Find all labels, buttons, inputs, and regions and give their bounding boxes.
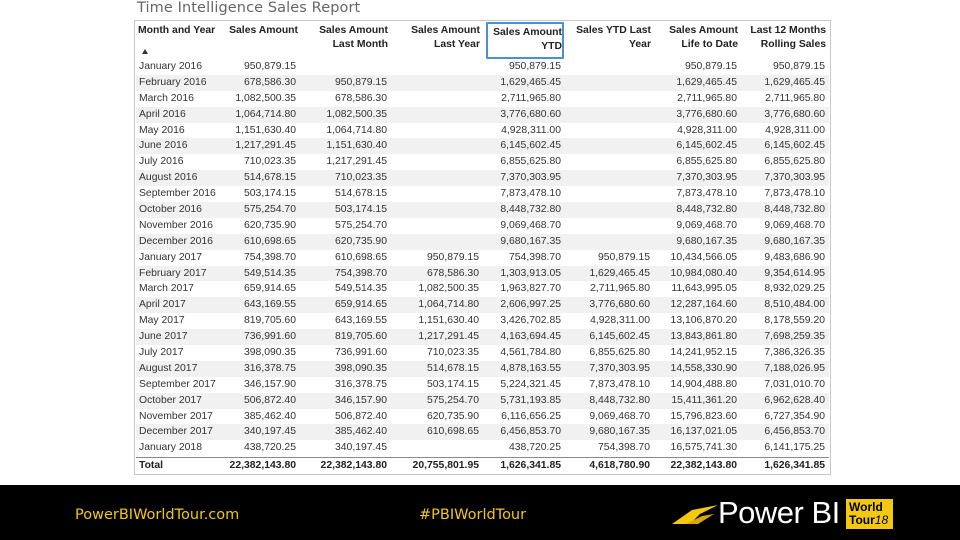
column-header-label: Sales YTD Last Year [576, 25, 651, 50]
value-cell: 11,643,995.05 [671, 283, 737, 295]
value-cell: 15,411,361.20 [671, 394, 737, 406]
value-cell: 7,873,478.10 [500, 188, 561, 200]
value-cell: 950,879.15 [597, 251, 650, 263]
value-cell: 7,370,303.95 [764, 172, 825, 184]
value-cell: 5,224,321.45 [500, 378, 561, 390]
column-header-label: Last 12 Months Rolling Sales [750, 25, 826, 50]
value-cell: 15,796,823.60 [670, 410, 737, 422]
value-cell: 346,157.90 [334, 394, 387, 406]
table-row[interactable] [136, 281, 829, 297]
value-cell: 9,680,167.35 [676, 235, 737, 247]
value-cell: 950,879.15 [684, 61, 737, 72]
row-label-cell: August 2017 [139, 362, 198, 374]
total-cell: 22,382,143.80 [320, 460, 387, 471]
table-row[interactable] [136, 393, 829, 409]
table-row[interactable] [136, 138, 829, 154]
table-row[interactable] [136, 234, 829, 250]
value-cell: 6,145,602.45 [589, 331, 650, 343]
value-cell: 754,398.70 [508, 251, 561, 263]
value-cell: 754,398.70 [597, 442, 650, 454]
value-cell: 4,928,311.00 [765, 124, 825, 136]
value-cell: 950,879.15 [426, 251, 479, 263]
value-cell: 1,217,291.45 [235, 140, 296, 152]
value-cell: 575,254.70 [426, 394, 479, 406]
value-cell: 1,629,465.45 [764, 76, 825, 88]
value-cell: 4,878,163.55 [500, 362, 561, 374]
row-label-cell: February 2017 [139, 267, 207, 279]
value-cell: 1,217,291.45 [326, 156, 387, 168]
value-cell: 1,151,630.40 [418, 315, 479, 327]
sort-ascending-icon[interactable] [142, 49, 148, 54]
value-cell: 2,711,965.80 [501, 92, 561, 104]
value-cell: 7,370,303.95 [500, 172, 561, 184]
row-label-cell: January 2017 [139, 251, 202, 263]
value-cell: 9,680,167.35 [500, 235, 561, 247]
value-cell: 7,370,303.95 [589, 362, 650, 374]
value-cell: 9,069,468.70 [500, 219, 561, 231]
value-cell: 14,558,330.90 [670, 362, 737, 374]
power-bi-wing-icon [672, 505, 718, 525]
value-cell: 506,872.40 [243, 394, 296, 406]
value-cell: 4,928,311.00 [501, 124, 561, 136]
value-cell: 438,720.25 [508, 442, 561, 454]
value-cell: 659,914.65 [243, 283, 296, 295]
column-header-label: Sales Amount Last Year [411, 25, 480, 50]
value-cell: 549,514.35 [334, 283, 387, 295]
total-cell: Total [139, 460, 164, 471]
value-cell: 1,082,500.35 [418, 283, 479, 295]
value-cell: 9,069,468.70 [764, 219, 825, 231]
badge-tour-text: Tour [849, 512, 875, 527]
value-cell: 398,090.35 [334, 362, 387, 374]
value-cell: 9,483,686.90 [764, 251, 825, 263]
value-cell: 7,386,326.35 [764, 347, 825, 359]
row-label-cell: December 2016 [139, 235, 213, 247]
table-row[interactable] [136, 218, 829, 234]
row-label-cell: June 2017 [139, 331, 188, 343]
value-cell: 3,776,680.60 [589, 299, 650, 311]
value-cell: 13,106,870.20 [670, 315, 737, 327]
table-row[interactable] [136, 409, 829, 425]
row-label-cell: January 2016 [139, 61, 202, 72]
row-label-cell: April 2016 [139, 108, 186, 120]
table-row[interactable] [136, 123, 829, 139]
value-cell: 610,698.65 [426, 426, 479, 438]
value-cell: 6,141,175.25 [764, 442, 825, 454]
value-cell: 7,031,010.70 [764, 378, 825, 390]
value-cell: 14,241,952.15 [670, 347, 737, 359]
value-cell: 9,680,167.35 [589, 426, 650, 438]
badge-line-tour [849, 514, 893, 527]
value-cell: 6,855,625.80 [589, 347, 650, 359]
row-label-cell: November 2016 [139, 219, 213, 231]
value-cell: 6,456,853.70 [500, 426, 561, 438]
row-label-cell: December 2017 [139, 426, 213, 438]
table-row[interactable] [136, 250, 829, 266]
column-header-sales-ytd-last-year[interactable] [571, 22, 651, 59]
value-cell: 3,776,680.60 [500, 108, 561, 120]
value-cell: 7,370,303.95 [676, 172, 737, 184]
column-header-label: Sales Amount Life to Date [669, 25, 738, 50]
value-cell: 575,254.70 [334, 219, 387, 231]
value-cell: 14,904,488.80 [670, 378, 737, 390]
row-label-cell: November 2017 [139, 410, 213, 422]
row-label-cell: March 2016 [139, 92, 194, 104]
value-cell: 316,378.75 [334, 378, 387, 390]
value-cell: 10,984,080.40 [670, 267, 737, 279]
value-cell: 6,456,853.70 [764, 426, 825, 438]
value-cell: 6,145,602.45 [500, 140, 561, 152]
value-cell: 3,776,680.60 [764, 108, 825, 120]
column-header-label: Sales Amount Last Month [319, 25, 388, 50]
value-cell: 736,991.60 [243, 331, 296, 343]
value-cell: 16,137,021.05 [670, 426, 737, 438]
value-cell: 16,575,741.30 [670, 442, 737, 454]
total-cell: 20,755,801.95 [412, 460, 479, 471]
value-cell: 340,197.45 [243, 426, 296, 438]
value-cell: 9,354,614.95 [764, 267, 825, 279]
value-cell: 950,879.15 [508, 61, 561, 72]
value-cell: 316,378.75 [243, 362, 296, 374]
value-cell: 678,586.30 [334, 92, 387, 104]
column-header-sales-amount-last-year[interactable] [404, 22, 480, 59]
value-cell: 8,448,732.80 [764, 204, 825, 216]
row-label-cell: July 2017 [139, 347, 184, 359]
table-row[interactable] [136, 361, 829, 377]
column-header-label: Sales Amount [229, 25, 298, 36]
value-cell: 736,991.60 [334, 347, 387, 359]
row-label-cell: September 2016 [139, 188, 216, 200]
value-cell: 8,448,732.80 [676, 204, 737, 216]
value-cell: 503,174.15 [334, 204, 387, 216]
value-cell: 9,069,468.70 [676, 219, 737, 231]
value-cell: 1,629,465.45 [500, 76, 561, 88]
value-cell: 6,855,625.80 [764, 156, 825, 168]
value-cell: 2,711,965.80 [765, 92, 825, 104]
value-cell: 6,855,625.80 [500, 156, 561, 168]
value-cell: 340,197.45 [334, 442, 387, 454]
value-cell: 7,698,259.35 [764, 331, 825, 343]
value-cell: 6,855,625.80 [676, 156, 737, 168]
row-label-cell: October 2016 [139, 204, 202, 216]
value-cell: 1,151,630.40 [235, 124, 296, 136]
value-cell: 9,069,468.70 [589, 410, 650, 422]
value-cell: 620,735.90 [243, 219, 296, 231]
value-cell: 4,163,694.45 [500, 331, 561, 343]
total-cell: 22,382,143.80 [670, 460, 737, 471]
value-cell: 7,188,026.95 [764, 362, 825, 374]
value-cell: 819,705.60 [334, 331, 387, 343]
value-cell: 575,254.70 [243, 204, 296, 216]
value-cell: 506,872.40 [334, 410, 387, 422]
value-cell: 6,116,656.25 [501, 410, 561, 422]
value-cell: 8,932,029.25 [764, 283, 825, 295]
value-cell: 610,698.65 [334, 251, 387, 263]
table-row[interactable] [136, 329, 829, 345]
value-cell: 1,082,500.35 [326, 108, 387, 120]
value-cell: 754,398.70 [243, 251, 296, 263]
table-row[interactable] [136, 186, 829, 202]
value-cell: 514,678.15 [334, 188, 387, 200]
row-label-cell: April 2017 [139, 299, 186, 311]
power-bi-logo-text: Power BI [718, 495, 840, 530]
world-tour-badge [846, 499, 893, 529]
value-cell: 8,448,732.80 [589, 394, 650, 406]
table-body [136, 59, 829, 456]
website-link[interactable]: PowerBIWorldTour.com [75, 507, 240, 523]
value-cell: 6,962,628.40 [764, 394, 825, 406]
total-cell: 4,618,780.90 [589, 460, 650, 471]
row-label-cell: July 2016 [139, 156, 184, 168]
value-cell: 6,727,354.90 [764, 410, 825, 422]
column-header-sales-amount-ytd[interactable] [486, 22, 564, 59]
table-row[interactable] [136, 266, 829, 282]
table-row[interactable] [136, 424, 829, 440]
column-header-month-and-year[interactable] [138, 22, 228, 59]
total-row [136, 457, 829, 473]
row-label-cell: September 2017 [139, 378, 216, 390]
value-cell: 3,776,680.60 [676, 108, 737, 120]
report-title: Time Intelligence Sales Report [137, 0, 361, 16]
footer-bar [0, 485, 960, 540]
table-row[interactable] [136, 75, 829, 91]
table-row[interactable] [136, 297, 829, 313]
column-header-sales-amount-life-to-date[interactable] [661, 22, 738, 59]
table-row[interactable] [136, 377, 829, 393]
value-cell: 7,873,478.10 [764, 188, 825, 200]
value-cell: 1,064,714.80 [418, 299, 479, 311]
value-cell: 659,914.65 [334, 299, 387, 311]
value-cell: 438,720.25 [243, 442, 296, 454]
badge-year: 18 [874, 512, 889, 527]
column-header-sales-amount-last-month[interactable] [311, 22, 388, 59]
value-cell: 1,064,714.80 [326, 124, 387, 136]
row-label-cell: May 2016 [139, 124, 185, 136]
value-cell: 8,178,559.20 [764, 315, 825, 327]
row-label-cell: February 2016 [139, 76, 207, 88]
row-label-cell: March 2017 [139, 283, 194, 295]
column-header-label: Month and Year [138, 25, 216, 36]
value-cell: 1,963,827.70 [500, 283, 561, 295]
value-cell: 620,735.90 [426, 410, 479, 422]
value-cell: 12,287,164.60 [670, 299, 737, 311]
row-label-cell: January 2018 [139, 442, 202, 454]
table-row[interactable] [136, 202, 829, 218]
column-header-label: Sales Amount YTD [493, 27, 562, 52]
value-cell: 2,711,965.80 [590, 283, 650, 295]
value-cell: 6,145,602.45 [764, 140, 825, 152]
value-cell: 8,448,732.80 [500, 204, 561, 216]
column-header-sales-amount[interactable] [226, 22, 298, 59]
value-cell: 549,514.35 [243, 267, 296, 279]
value-cell: 710,023.35 [243, 156, 296, 168]
hashtag-text: #PBIWorldTour [419, 507, 527, 523]
value-cell: 950,879.15 [334, 76, 387, 88]
row-label-cell: June 2016 [139, 140, 188, 152]
value-cell: 13,843,861.80 [670, 331, 737, 343]
value-cell: 678,586.30 [243, 76, 296, 88]
value-cell: 1,217,291.45 [418, 331, 479, 343]
value-cell: 2,711,965.80 [677, 92, 737, 104]
value-cell: 950,879.15 [243, 61, 296, 72]
value-cell: 710,023.35 [426, 347, 479, 359]
table-row[interactable] [136, 154, 829, 170]
value-cell: 950,879.15 [772, 61, 825, 72]
value-cell: 1,629,465.45 [676, 76, 737, 88]
value-cell: 514,678.15 [243, 172, 296, 184]
value-cell: 3,426,702.85 [500, 315, 561, 327]
table-row[interactable] [136, 91, 829, 107]
value-cell: 385,462.40 [334, 426, 387, 438]
value-cell: 819,705.60 [243, 315, 296, 327]
table-row[interactable] [136, 345, 829, 361]
value-cell: 1,629,465.45 [589, 267, 650, 279]
value-cell: 1,064,714.80 [235, 108, 296, 120]
value-cell: 8,510,484.00 [764, 299, 825, 311]
column-header-last-12-months-rolling-sales[interactable] [740, 22, 826, 59]
value-cell: 1,151,630.40 [326, 140, 387, 152]
table-row[interactable] [136, 59, 829, 75]
value-cell: 610,698.65 [243, 235, 296, 247]
value-cell: 710,023.35 [334, 172, 387, 184]
total-cell: 1,626,341.85 [500, 460, 561, 471]
value-cell: 9,680,167.35 [764, 235, 825, 247]
value-cell: 754,398.70 [334, 267, 387, 279]
row-label-cell: August 2016 [139, 172, 198, 184]
value-cell: 643,169.55 [243, 299, 296, 311]
value-cell: 503,174.15 [243, 188, 296, 200]
total-cell: 22,382,143.80 [229, 460, 296, 471]
value-cell: 620,735.90 [334, 235, 387, 247]
value-cell: 4,928,311.00 [590, 315, 650, 327]
value-cell: 514,678.15 [426, 362, 479, 374]
table-row[interactable] [136, 107, 829, 123]
row-label-cell: May 2017 [139, 315, 185, 327]
total-cell: 1,626,341.85 [764, 460, 825, 471]
value-cell: 346,157.90 [243, 378, 296, 390]
value-cell: 1,082,500.35 [235, 92, 296, 104]
table-row[interactable] [136, 313, 829, 329]
table-row[interactable] [136, 440, 829, 456]
value-cell: 10,434,566.05 [670, 251, 737, 263]
value-cell: 4,928,311.00 [677, 124, 737, 136]
value-cell: 7,873,478.10 [589, 378, 650, 390]
value-cell: 643,169.55 [334, 315, 387, 327]
table-header [136, 22, 829, 59]
value-cell: 4,561,784.80 [500, 347, 561, 359]
value-cell: 6,145,602.45 [676, 140, 737, 152]
value-cell: 398,090.35 [243, 347, 296, 359]
value-cell: 5,731,193.85 [500, 394, 561, 406]
value-cell: 678,586.30 [426, 267, 479, 279]
badge-line-world: World [849, 500, 883, 514]
row-label-cell: October 2017 [139, 394, 202, 406]
value-cell: 2,606,997.25 [500, 299, 561, 311]
value-cell: 1,303,913.05 [500, 267, 561, 279]
value-cell: 7,873,478.10 [676, 188, 737, 200]
table-row[interactable] [136, 170, 829, 186]
value-cell: 385,462.40 [243, 410, 296, 422]
value-cell: 503,174.15 [426, 378, 479, 390]
